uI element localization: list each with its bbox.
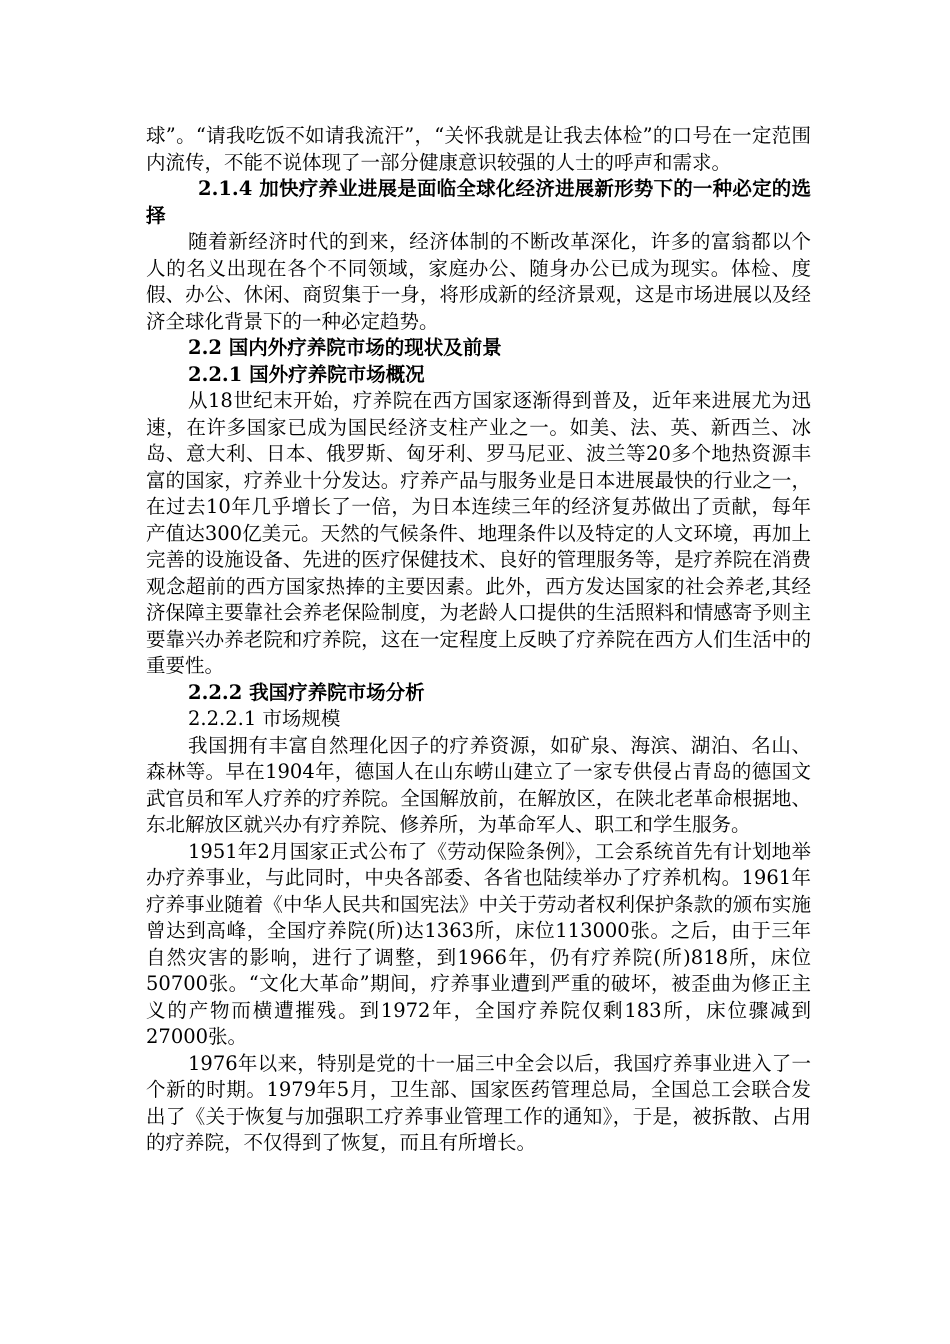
paragraph-health-slogans: 球”。“请我吃饭不如请我流汗”，“关怀我就是让我去体检”的口号在一定范围内流传，不能不说体现了一部分健康意识较强的人士的呼声和需求。 xyxy=(146,124,811,174)
heading-2-1-4: 2.1.4 加快疗养业进展是面临全球化经济进展新形势下的一种必定的选择 xyxy=(146,177,811,227)
paragraph-history-1951: 1951年2月国家正式公布了《劳动保险条例》，工会系统首先有计划地举办疗养事业，与此同时，中央各部委、各省也陆续举办了疗养机构。1961年疗养事业随着《中华人民共和国宪法》中关于劳动者权利保护条款的颁布实施曾达到高峰，全国疗养院(所)达1363所，床位113000张。之后，由于三年自然灾害的影响，进行了调整，到1966年，仍有疗养院(所)818所，床位50700张。“文化大革命”期间，疗养事业遭到严重的破坏，被歪曲为修正主义的产物而横遭摧残。到1972年，全国疗养院仅剩183所，床位骤减到27000张。 xyxy=(146,839,811,1048)
heading-2-2: 2.2 国内外疗养院市场的现状及前景 xyxy=(188,336,502,359)
paragraph-domestic-resources: 我国拥有丰富自然理化因子的疗养资源，如矿泉、海滨、湖泊、名山、森林等。早在1904年，德国人在山东崂山建立了一家专供侵占青岛的德国文武官员和军人疗养的疗养院。全国解放前，在解放区，在陕北老革命根据地、东北解放区就兴办有疗养院、修养所，为革命军人、职工和学生服务。 xyxy=(146,733,811,836)
heading-2-2-2-1: 2.2.2.1 市场规模 xyxy=(188,707,341,730)
paragraph-history-1976: 1976年以来，特别是党的十一届三中全会以后，我国疗养事业进入了一个新的时期。1979年5月，卫生部、国家医药管理总局，全国总工会联合发出了《关于恢复与加强职工疗养事业管理工作的通知》，于是，被拆散、占用的疗养院，不仅得到了恢复，而且有所增长。 xyxy=(146,1051,811,1154)
heading-2-2-2: 2.2.2 我国疗养院市场分析 xyxy=(188,680,425,704)
paragraph-new-economy: 随着新经济时代的到来，经济体制的不断改革深化，许多的富翁都以个人的名义出现在各个不同领域，家庭办公、随身办公已成为现实。体检、度假、办公、休闲、商贸集于一身，将形成新的经济景观，这是市场进展以及经济全球化背景下的一种必定趋势。 xyxy=(146,230,811,333)
paragraph-foreign-market: 从18世纪末开始，疗养院在西方国家逐渐得到普及，近年来进展尤为迅速，在许多国家已成为国民经济支柱产业之一。如美、法、英、新西兰、冰岛、意大利、日本、俄罗斯、匈牙利、罗马尼亚、波兰等20多个地热资源丰富的国家，疗养业十分发达。疗养产品与服务业是日本进展最快的行业之一，在过去10年几乎增长了一倍，为日本连续三年的经济复苏做出了贡献，每年产值达300亿美元。天然的气候条件、地理条件以及特定的人文环境，再加上完善的设施设备、先进的医疗保健技术、良好的管理服务等，是疗养院在消费观念超前的西方国家热捧的主要因素。此外，西方发达国家的社会养老,其经济保障主要靠社会养老保险制度，为老龄人口提供的生活照料和情感寄予则主要靠兴办养老院和疗养院，这在一定程度上反映了疗养院在西方人们生活中的重要性。 xyxy=(146,389,811,677)
heading-2-2-1: 2.2.1 国外疗养院市场概况 xyxy=(188,362,425,386)
document-page xyxy=(146,123,811,1157)
